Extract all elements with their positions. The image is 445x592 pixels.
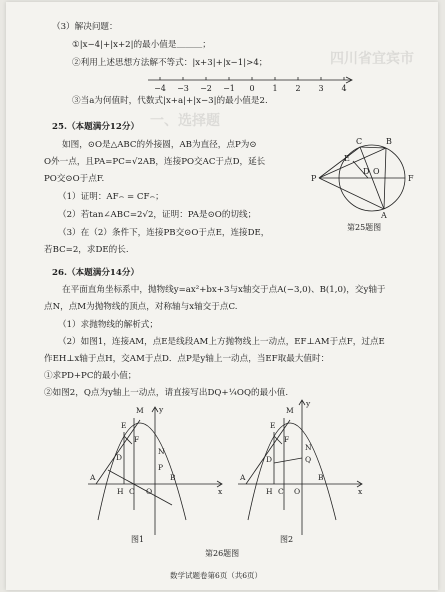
problem-26-title: 26.（本题满分14分） xyxy=(52,268,140,278)
fig1-label-b: B xyxy=(170,473,176,482)
figures-26-caption: 第26题图 xyxy=(205,549,240,558)
figure-1-caption: 图1 xyxy=(131,535,145,544)
point-label-d: D xyxy=(363,167,370,176)
point-label-a: A xyxy=(381,211,387,220)
figure-2-caption: 图2 xyxy=(280,535,294,544)
point-label-b: B xyxy=(386,137,392,146)
tick-label: 1 xyxy=(272,84,278,93)
tick-label: 4 xyxy=(341,84,347,93)
problem-26-question-1: （1）求抛物线的解析式； xyxy=(58,320,158,330)
tick-label: −2 xyxy=(200,84,212,93)
fig1-label-e: E xyxy=(121,421,127,430)
point-label-p: P xyxy=(311,174,317,183)
fig1-label-c: C xyxy=(129,487,135,496)
fig2-label-x: x xyxy=(358,487,363,496)
fig2-label-f: F xyxy=(284,435,290,444)
fig1-label-a: A xyxy=(90,473,96,482)
problem-25-stem: PO交⊙O于点F. xyxy=(44,174,105,184)
point-label-c: C xyxy=(356,137,363,146)
point-label-f: F xyxy=(408,174,414,183)
tick-label: −1 xyxy=(223,84,235,93)
tick-label: −3 xyxy=(177,84,189,93)
fig2-label-o: O xyxy=(294,487,301,496)
fig2-label-n: N xyxy=(305,443,312,452)
problem-26-stem: 点N，点M为抛物线的顶点，对称轴与x轴交于点C. xyxy=(44,302,238,312)
problem-25-question-1: （1）证明：AF⌢ = CF⌢； xyxy=(58,192,164,202)
part3-question-3: ③当a为何值时，代数式|x+a|+|x−3|的最小值是2. xyxy=(72,96,268,106)
fig1-label-m: M xyxy=(136,406,144,415)
fig2-label-y: y xyxy=(306,399,311,408)
problem-25-stem: O外一点，且PA=PC=√2AB，连接PO交AC于点D，延长 xyxy=(44,157,266,167)
problem-25-question-3-cont: 若BC=2，求DE的长. xyxy=(44,245,129,255)
fig1-label-p: P xyxy=(158,463,164,472)
point-label-o: O xyxy=(373,167,380,176)
problem-26-question-2-cont: 作EH⊥x轴于点H，交AM于点D．点P是y轴上一动点，当EF取最大值时： xyxy=(44,354,330,364)
fig1-label-x: x xyxy=(218,487,223,496)
fig2-label-a: A xyxy=(240,473,246,482)
fig2-label-b: B xyxy=(318,473,324,482)
part3-question-2: ②利用上述思想方法解不等式：|x+3|+|x−1|>4； xyxy=(72,58,268,68)
point-label-e: E xyxy=(344,154,350,163)
problem-26-question-2-ii: ②如图2，Q点为y轴上一动点，请直接写出DQ+¼OQ的最小值. xyxy=(44,388,289,398)
fig1-label-f: F xyxy=(134,435,140,444)
part3-heading: （3）解决问题： xyxy=(52,22,118,32)
fig1-label-y: y xyxy=(159,405,164,414)
part3-question-1: ①|x−4|+|x+2|的最小值是＿＿＿； xyxy=(72,40,211,50)
bleed-through-text: 一、选择题 xyxy=(150,113,220,129)
page-footer: 数学试题卷第6页（共6页） xyxy=(170,571,263,580)
problem-26-question-2: （2）如图1，连接AM，点E是线段AM上方抛物线上一动点，EF⊥AM于点F，过点E xyxy=(58,337,385,347)
fig2-label-e: E xyxy=(270,421,276,430)
fig2-label-c: C xyxy=(278,487,284,496)
figure-25-caption: 第25题图 xyxy=(347,223,382,232)
fig2-label-m: M xyxy=(286,406,294,415)
fig2-label-d: D xyxy=(266,455,273,464)
fig2-label-h: H xyxy=(266,487,273,496)
tick-label: 2 xyxy=(295,84,301,93)
fig1-label-o: O xyxy=(146,487,153,496)
tick-label: 3 xyxy=(318,84,324,93)
problem-26-stem: 在平面直角坐标系中，抛物线y=ax²+bx+3与x轴交于点A(−3,0)、B(1,0)，交y轴于 xyxy=(62,285,386,295)
fig1-label-n: N xyxy=(158,447,165,456)
fig1-label-h: H xyxy=(117,487,124,496)
tick-label: −4 xyxy=(154,84,166,93)
tick-label: 0 xyxy=(249,84,255,93)
bleed-through-text: 四川省宜宾市 xyxy=(330,51,414,67)
problem-26-question-2-i: ①求PD+PC的最小值； xyxy=(44,371,137,381)
problem-25-question-2: （2）若tan∠ABC=2√2，证明：PA是⊙O的切线； xyxy=(58,210,257,220)
problem-25-title: 25.（本题满分12分） xyxy=(52,122,140,132)
problem-25-question-3: （3）在（2）条件下，连接PB交⊙O于点E，连接DE， xyxy=(58,228,270,238)
problem-25-stem: 如图，⊙O是△ABC的外接圆，AB为直径，点P为⊙ xyxy=(62,140,257,150)
fig2-label-q: Q xyxy=(305,455,312,464)
fig1-label-d: D xyxy=(116,453,123,462)
